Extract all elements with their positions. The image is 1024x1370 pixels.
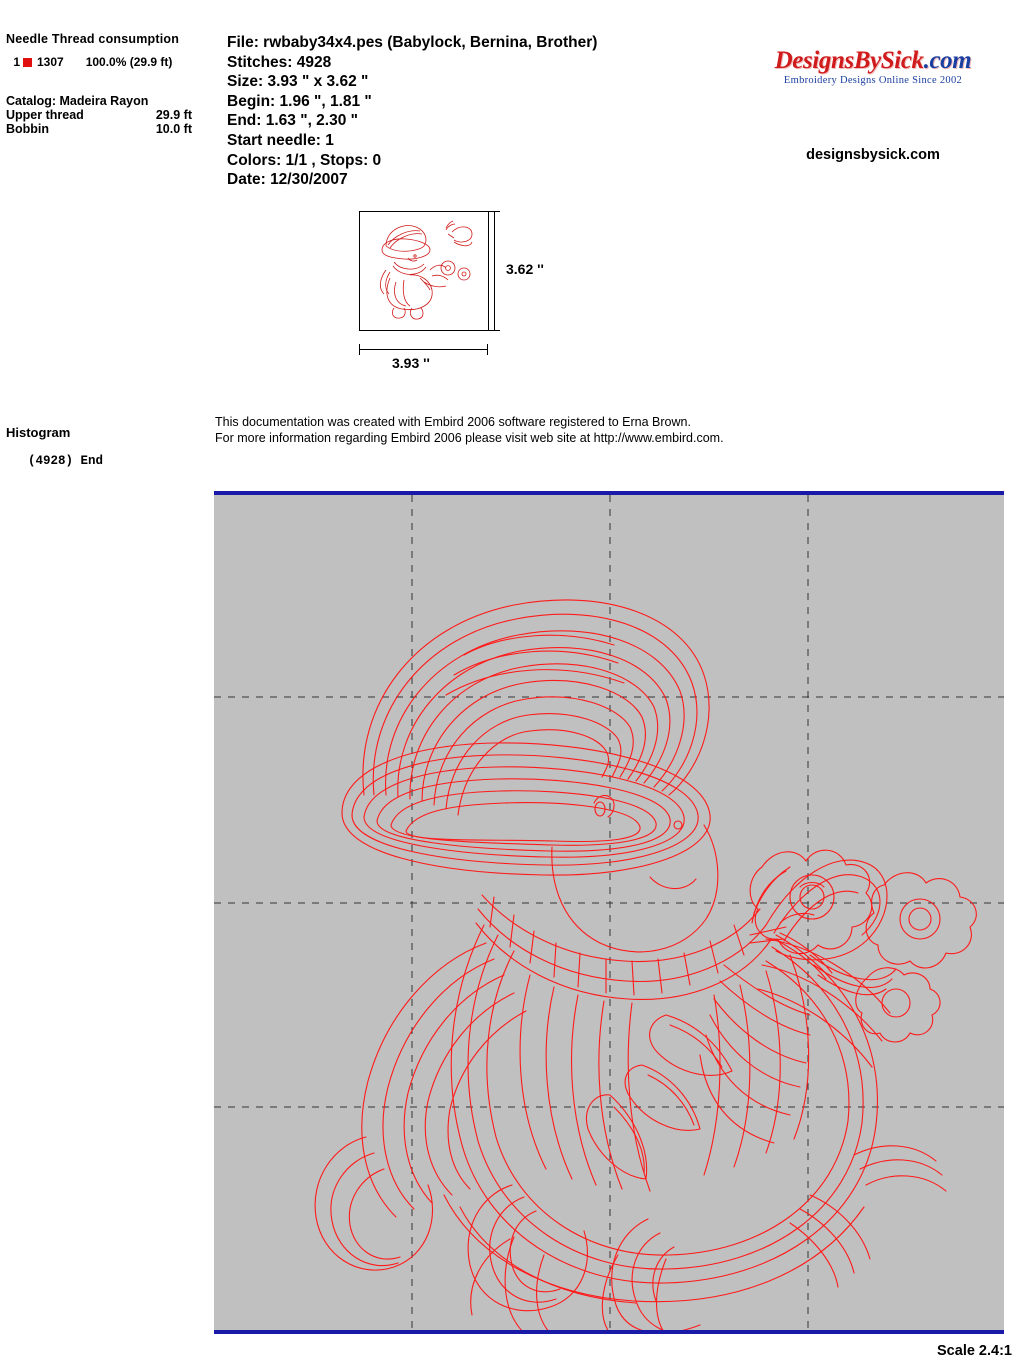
- height-dimension-label: 3.62 '': [506, 261, 544, 277]
- brand-logo: [742, 48, 1004, 86]
- stitches-line: Stitches: 4928: [227, 53, 332, 71]
- design-preview-thumbnail: [359, 211, 489, 331]
- width-dimension-cap-left: [359, 344, 360, 355]
- upper-thread-row: [6, 108, 221, 122]
- height-dimension-cap-bottom: [489, 330, 500, 331]
- needle-thread-table: [6, 32, 221, 69]
- logo-text: [742, 48, 1004, 74]
- file-info-block: [227, 33, 597, 190]
- bobbin-label: Bobbin: [6, 122, 50, 136]
- thread-code: 1307: [37, 55, 64, 69]
- doc-note-line-1: This documentation was created with Embird 2006 software registered to Erna Brown.: [215, 415, 691, 429]
- needle-index: 1: [13, 55, 20, 69]
- thread-consumption: 100.0% (29.9 ft): [85, 55, 173, 69]
- documentation-note: [215, 414, 724, 446]
- plot-gridlines: [214, 495, 1004, 1334]
- logo-text-red: DesignsBySick: [774, 47, 924, 74]
- bobbin-value: 10.0 ft: [155, 122, 192, 136]
- histogram-title: Histogram: [6, 425, 71, 440]
- file-name-line: File: rwbaby34x4.pes (Babylock, Bernina, Brother): [227, 34, 598, 51]
- start-needle-line: Start needle: 1: [227, 131, 334, 149]
- colors-line: Colors: 1/1 , Stops: 0: [227, 151, 382, 169]
- date-line: Date: 12/30/2007: [227, 171, 348, 189]
- width-dimension-cap-right: [487, 344, 488, 355]
- thread-color-swatch: [23, 58, 32, 67]
- table-row: [6, 55, 221, 69]
- size-line: Size: 3.93 " x 3.62 ": [227, 73, 369, 91]
- upper-thread-label: Upper thread: [6, 108, 84, 122]
- preview-stitch-drawing: [360, 212, 488, 330]
- width-dimension-line: [359, 349, 488, 350]
- begin-line: Begin: 1.96 ", 1.81 ": [227, 92, 372, 110]
- scale-label: Scale 2.4:1: [937, 1343, 1012, 1359]
- stitch-plot-drawing: [214, 495, 1004, 1334]
- site-url: designsbysick.com: [806, 147, 940, 163]
- catalog-name: Catalog: Madeira Rayon: [6, 94, 149, 108]
- end-line: End: 1.63 ", 2.30 ": [227, 112, 359, 130]
- width-dimension-label: 3.93 '': [392, 355, 430, 371]
- doc-note-line-2: For more information regarding Embird 2006 please visit web site at http://www.embird.com.: [215, 431, 724, 445]
- height-dimension-line: [494, 211, 495, 331]
- logo-text-blue: .com: [923, 47, 972, 74]
- bobbin-row: [6, 122, 221, 136]
- stitch-plot-area: [214, 491, 1004, 1334]
- histogram-end-marker: (4928) End: [28, 454, 104, 468]
- needle-table-header: Needle Thread consumption: [6, 32, 180, 46]
- logo-tagline: Embroidery Designs Online Since 2002: [783, 75, 963, 86]
- catalog-block: [6, 94, 221, 136]
- upper-thread-value: 29.9 ft: [155, 108, 192, 122]
- height-dimension-cap-top: [489, 211, 500, 212]
